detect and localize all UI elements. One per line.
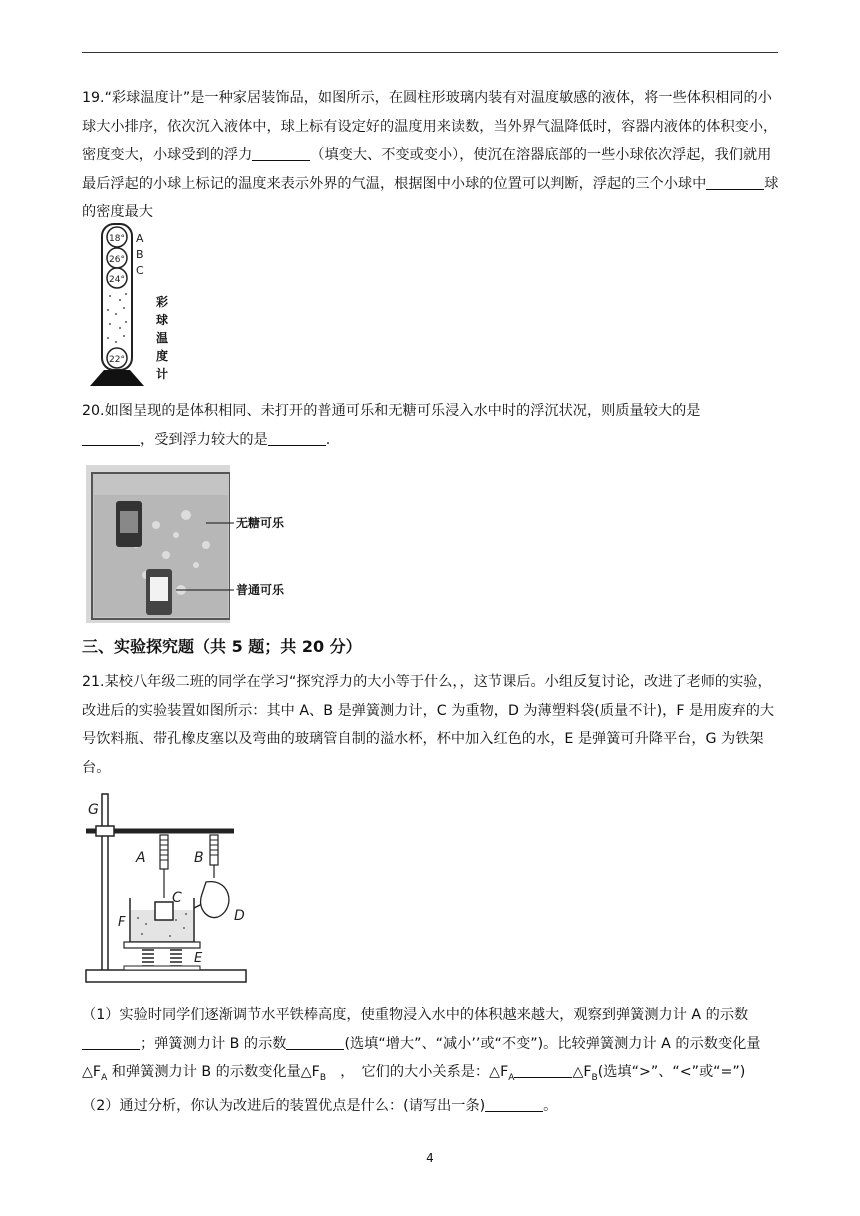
q21-sub-a: A [101, 1072, 108, 1083]
letter-b: B [136, 248, 144, 261]
q21-part1-d: 和弹簧测力计 B 的示数变化量△F [107, 1064, 320, 1080]
question-19 [82, 84, 782, 227]
lift-platform-e [124, 942, 200, 948]
q21-sub-b: B [319, 1072, 327, 1083]
cola-cans-figure [86, 465, 306, 623]
letter-f: F [118, 915, 126, 930]
weight-c [155, 902, 173, 920]
q19-text-1: 19.“彩球温度计”是一种家居装饰品，如图所示，在圆柱形玻璃内装有对温度敏感的液体，将一些体积相同的小球大小排序，依次沉入液体中，球上标有设定好的温度用来读数，当外界气温降低时，容器内液体的体积变小，密度变大，小球受到的浮力 [82, 90, 778, 163]
q20-blank-1[interactable] [82, 429, 140, 446]
iron-stand-rod [102, 794, 108, 976]
ball-label-a: 18° [109, 234, 125, 244]
iron-stand-base [86, 970, 246, 982]
q21-sub-b-2: B [591, 1072, 598, 1083]
q21-part1-b: ；弹簧测力计 B 的示数 [140, 1035, 287, 1052]
header-rule [82, 52, 778, 53]
letter-a: A [136, 850, 146, 866]
q21-part2-a: （2）通过分析，你认为改进后的装置优点是什么：(请写出一条) [82, 1098, 486, 1115]
ball-label-bottom: 22° [109, 355, 125, 365]
q21-part1-e: ， 它们的大小关系是：△F [326, 1064, 509, 1080]
label-diet-cola: 无糖可乐 [236, 516, 285, 530]
letter-c: C [172, 890, 182, 906]
q21-part1-a: （1）实验时同学们逐渐调节水平铁棒高度，使重物浸入水中的体积越来越大，观察到弹簧测力计 A 的示数 [82, 1007, 749, 1023]
q19-blank-2[interactable] [706, 173, 764, 190]
q21-sub-a-2: A [508, 1072, 515, 1083]
q21-part1-c: (选填“增大”、“减小’’或“不变”)。比较弹簧测力计 A 的示数变化量△F [82, 1035, 761, 1080]
section-3-title: 三、实验探究题（共 5 题；共 20 分） [82, 637, 362, 656]
thermometer-base [90, 370, 144, 386]
plastic-bag-d [201, 882, 229, 918]
caption-char-4: 度 [156, 349, 169, 363]
q20-text-2: ，受到浮力较大的是 [140, 431, 268, 448]
q20-text-1: 20.如图呈现的是体积相同、未打开的普通可乐和无糖可乐浸入水中时的浮沉状况，则质量较大的是 [82, 403, 701, 419]
q21-part1-g: (选填“>”、“<”或“=”) [597, 1064, 746, 1080]
letter-e: E [194, 951, 203, 966]
q19-blank-1[interactable] [252, 144, 310, 161]
label-regular-cola: 普通可乐 [236, 583, 285, 597]
ball-label-c: 24° [109, 275, 125, 285]
q21-part2-b: 。 [543, 1098, 558, 1115]
q19-text-3: 球的密度最大 [82, 175, 779, 220]
q21-part1-f: △F [572, 1064, 592, 1080]
caption-char-2: 球 [156, 313, 169, 327]
q21-blank-2[interactable] [286, 1033, 344, 1050]
caption-char-5: 计 [156, 367, 169, 381]
q21-intro-text: 21.某校八年级二班的同学在学习“探究浮力的大小等于什么，，这节课后。小组反复讨论，改进了老师的实验，改进后的实验装置如图所示：其中 A、B 是弹簧测力计，C 为重物，D 为薄塑料袋(质量不计)，F 是用废弃的大号饮料瓶、带孔橡皮塞以及弯曲的玻璃管自制的溢水杯，杯中加入红色的水，E 是弹簧可升降平台，G 为铁架台。 [82, 674, 775, 776]
letter-b: B [194, 850, 204, 866]
letter-c: C [136, 264, 144, 277]
letter-a: A [136, 232, 144, 245]
caption-char-1: 彩 [156, 295, 169, 309]
color-ball-thermometer-figure [86, 222, 186, 390]
q20-text-3: . [325, 431, 331, 448]
q19-text-2: （填变大、不变或变小），使沉在溶器底部的一些小球依次浮起，我们就用最后浮起的小球上标记的温度来表示外界的气温，根据图中小球的位置可以判断，浮起的三个小球中 [82, 147, 772, 192]
q21-blank-3[interactable] [514, 1061, 572, 1078]
q21-blank-1[interactable] [82, 1033, 140, 1050]
q20-blank-2[interactable] [268, 429, 326, 446]
question-21-intro [82, 668, 782, 782]
question-20 [82, 397, 782, 454]
ball-label-b: 26° [109, 255, 125, 265]
question-21-parts [82, 1001, 782, 1121]
letter-d: D [234, 908, 245, 924]
page-number: 4 [426, 1151, 434, 1165]
q21-blank-4[interactable] [485, 1095, 543, 1112]
caption-char-3: 温 [156, 331, 169, 345]
experiment-apparatus-figure [84, 790, 250, 990]
letter-g: G [88, 802, 99, 818]
